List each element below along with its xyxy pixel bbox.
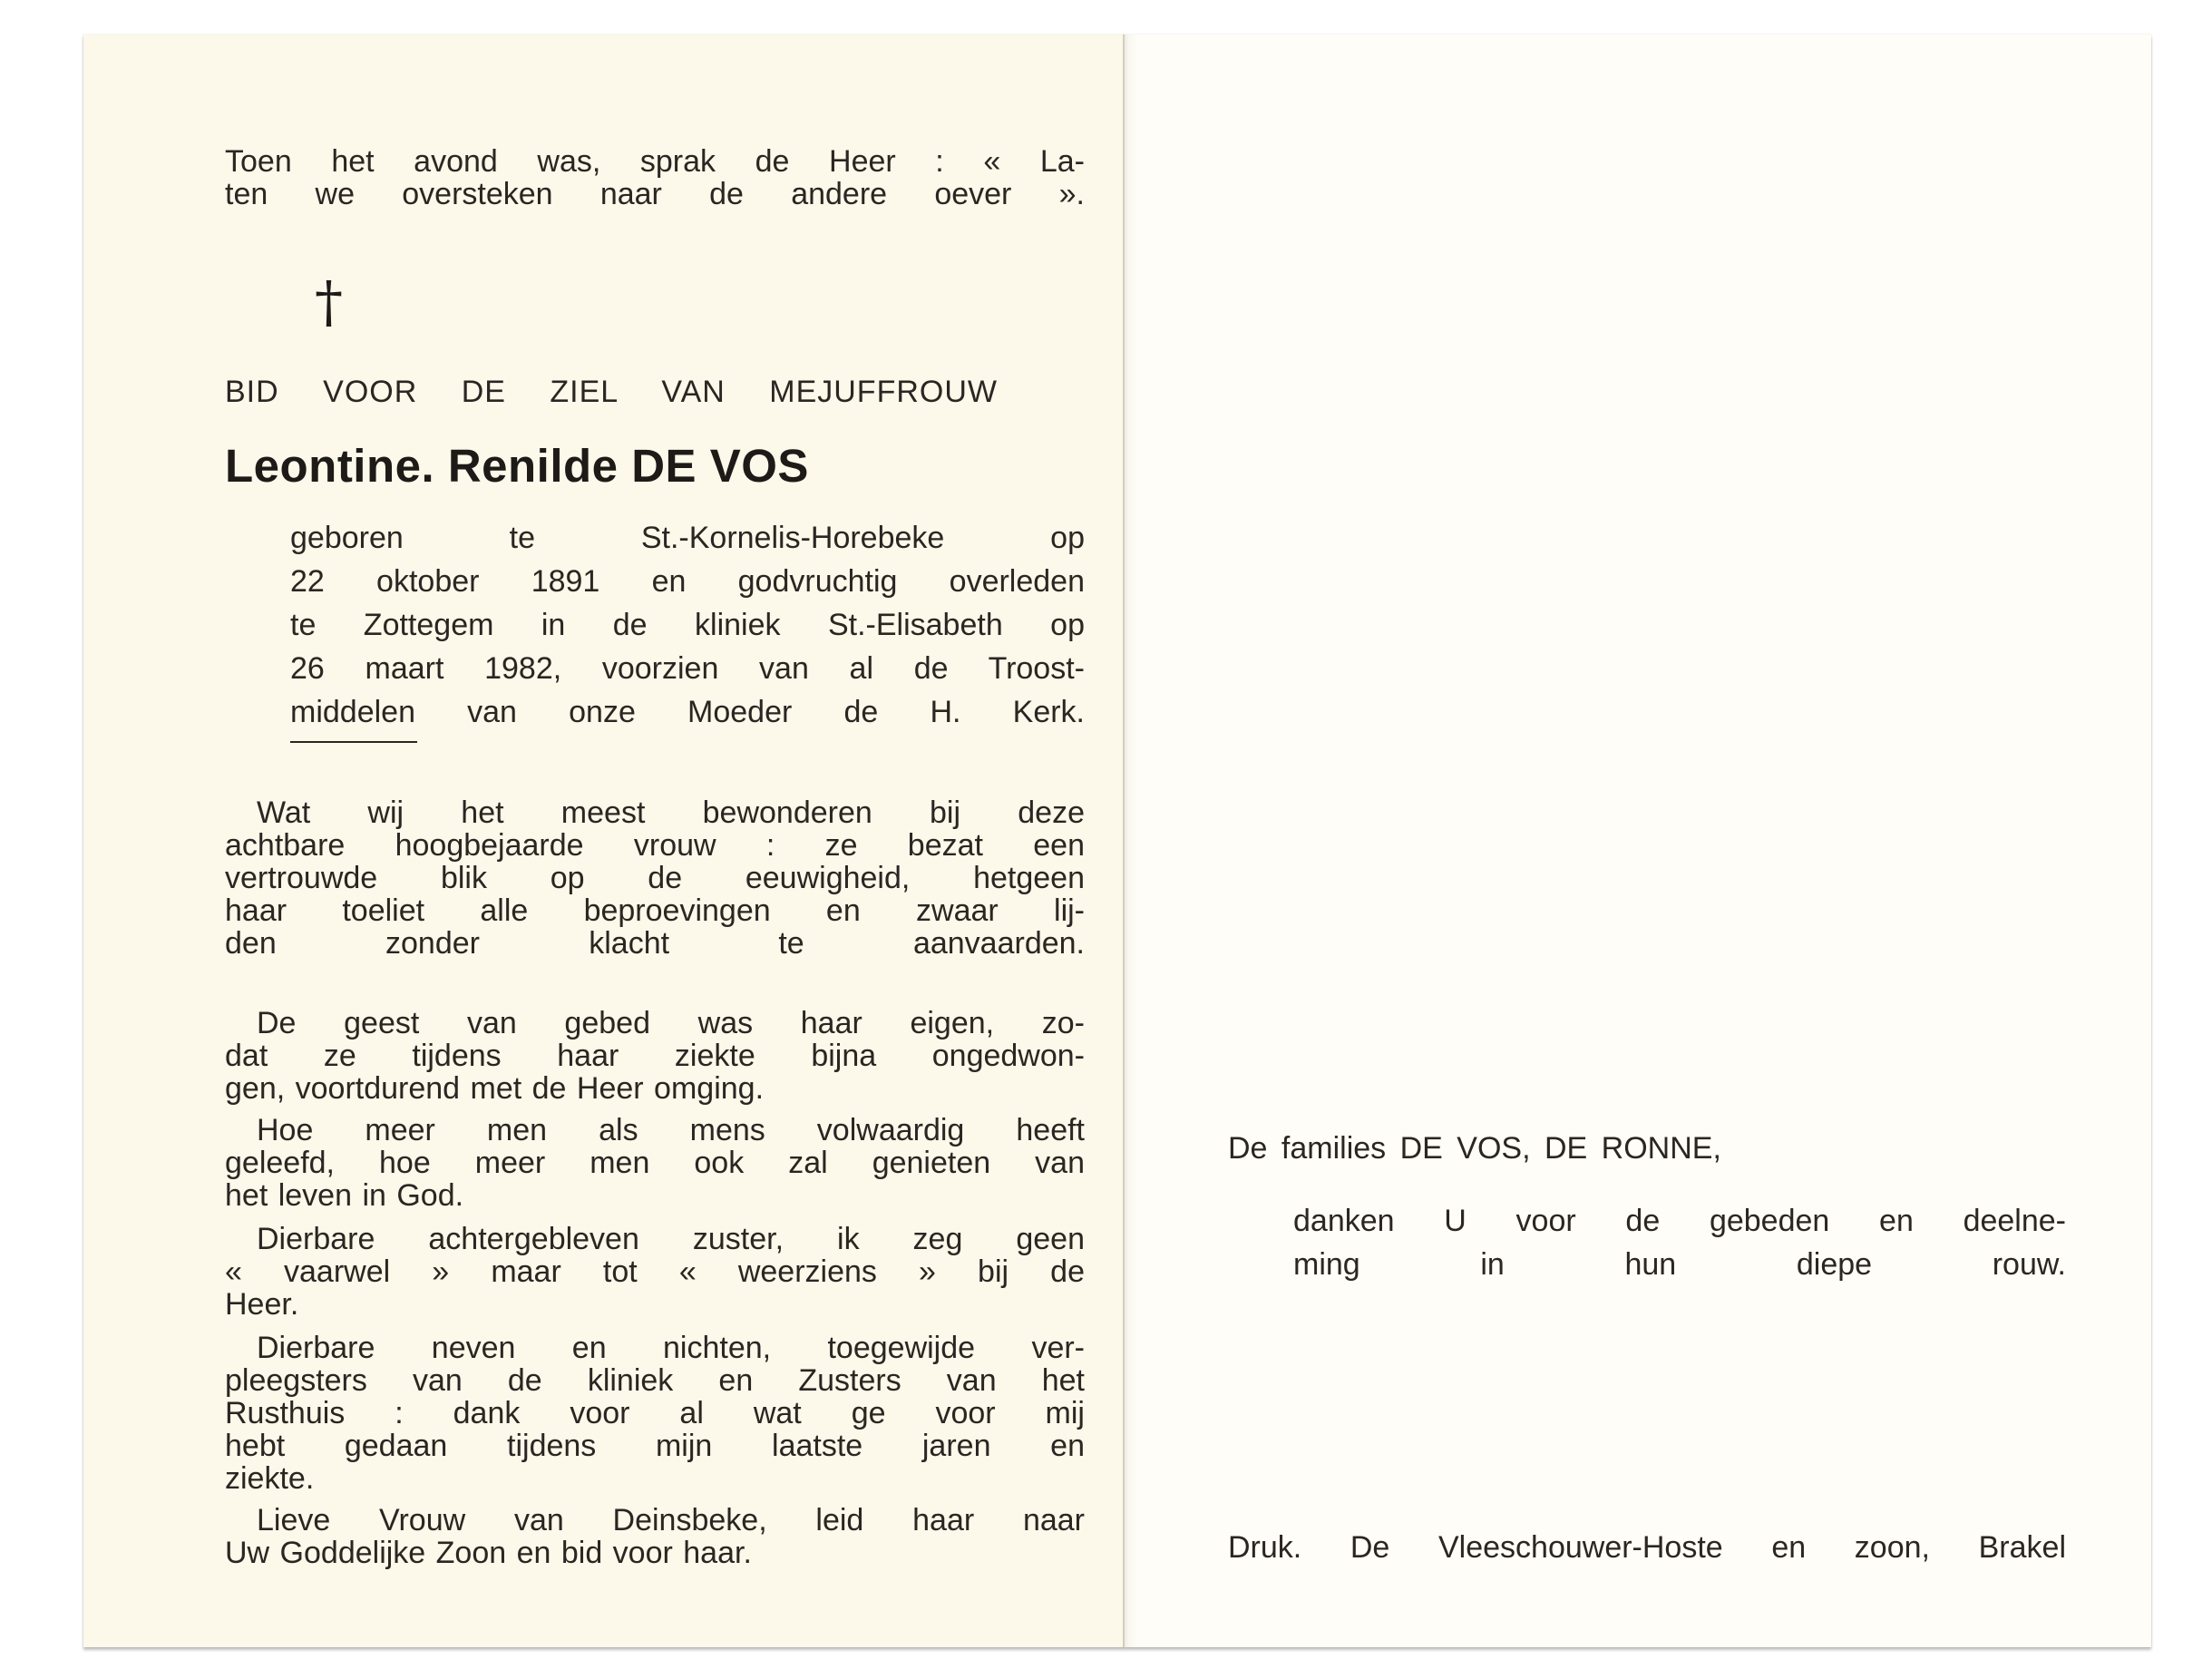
paragraph-line: vertrouwde blik op de eeuwigheid, hetgeen [225,861,1085,895]
paragraph-line: Wat wij het meest bewonderen bij deze [257,795,1085,830]
paragraph-line: Heer. [225,1287,299,1322]
thanks-line: danken U voor de gebeden en deelne- [1293,1204,2066,1238]
printer-credit [1228,1531,2066,1564]
paragraph-line: Dierbare achtergebleven zuster, ik zeg geen [257,1222,1085,1256]
cross-icon: † [315,268,343,335]
bible-quote [225,145,1085,210]
birth-death-details [290,516,1085,734]
details-line: te Zottegem in de kliniek St.-Elisabeth op [290,608,1085,642]
paragraph-life [225,1114,1085,1212]
prayer-heading-text: BID VOOR DE ZIEL VAN MEJUFFROUW [225,375,998,409]
right-page [1123,34,2151,1647]
paragraph-line: De geest van gebed was haar eigen, zo- [257,1006,1085,1040]
paragraph-line: Rusthuis : dank voor al wat ge voor mij [225,1396,1085,1430]
paragraph-our-lady [225,1504,1085,1569]
paragraph-sister [225,1223,1085,1321]
families-line: De families DE VOS, DE RONNE, [1228,1131,1721,1166]
quote-line: Toen het avond was, sprak de Heer : « La- [225,144,1085,179]
fold-line [1123,34,1125,1647]
paragraph-line: dat ze tijdens haar ziekte bijna ongedwon- [225,1039,1085,1073]
paragraph-admiration [225,796,1085,960]
paragraph-line: ziekte. [225,1461,315,1496]
quote-line: ten we oversteken naar de andere oever ». [225,177,1085,211]
memorial-card [83,34,2151,1647]
paragraph-line: het leven in God. [225,1178,464,1213]
prayer-heading [225,376,998,408]
printer-text: Druk. De Vleeschouwer-Hoste en zoon, Brakel [1228,1530,2066,1565]
thanks-text [1293,1199,2066,1286]
paragraph-nephews [225,1332,1085,1495]
paragraph-line: haar toeliet alle beproevingen en zwaar lij- [225,893,1085,928]
divider [290,741,417,743]
paragraph-line: Dierbare neven en nichten, toegewijde ver- [257,1331,1085,1365]
paragraph-line: gen, voortdurend met de Heer omging. [225,1071,765,1106]
paragraph-line: « vaarwel » maar tot « weerziens » bij de [225,1254,1085,1289]
paragraph-line: hebt gedaan tijdens mijn laatste jaren en [225,1429,1085,1463]
deceased-name: Leontine. Renilde DE VOS [225,440,809,492]
paragraph-line: Hoe meer men als mens volwaardig heeft [257,1113,1085,1147]
paragraph-line: Lieve Vrouw van Deinsbeke, leid haar naar [257,1503,1085,1537]
details-line: geboren te St.-Kornelis-Horebeke op [290,521,1085,555]
details-line: 22 oktober 1891 en godvruchtig overleden [290,564,1085,599]
paragraph-prayer [225,1007,1085,1105]
paragraph-line: geleefd, hoe meer men ook zal genieten van [225,1146,1085,1180]
paragraph-line: achtbare hoogbejaarde vrouw : ze bezat een [225,828,1085,863]
details-line: 26 maart 1982, voorzien van al de Troost- [290,651,1085,686]
thanks-line: ming in hun diepe rouw. [1293,1247,2066,1282]
details-line: middelen van onze Moeder de H. Kerk. [290,695,1085,729]
paragraph-line: pleegsters van de kliniek en Zusters van het [225,1363,1085,1398]
paragraph-line: Uw Goddelijke Zoon en bid voor haar. [225,1536,752,1570]
card-fold [1123,34,1137,1647]
paragraph-line: den zonder klacht te aanvaarden. [225,926,1085,961]
